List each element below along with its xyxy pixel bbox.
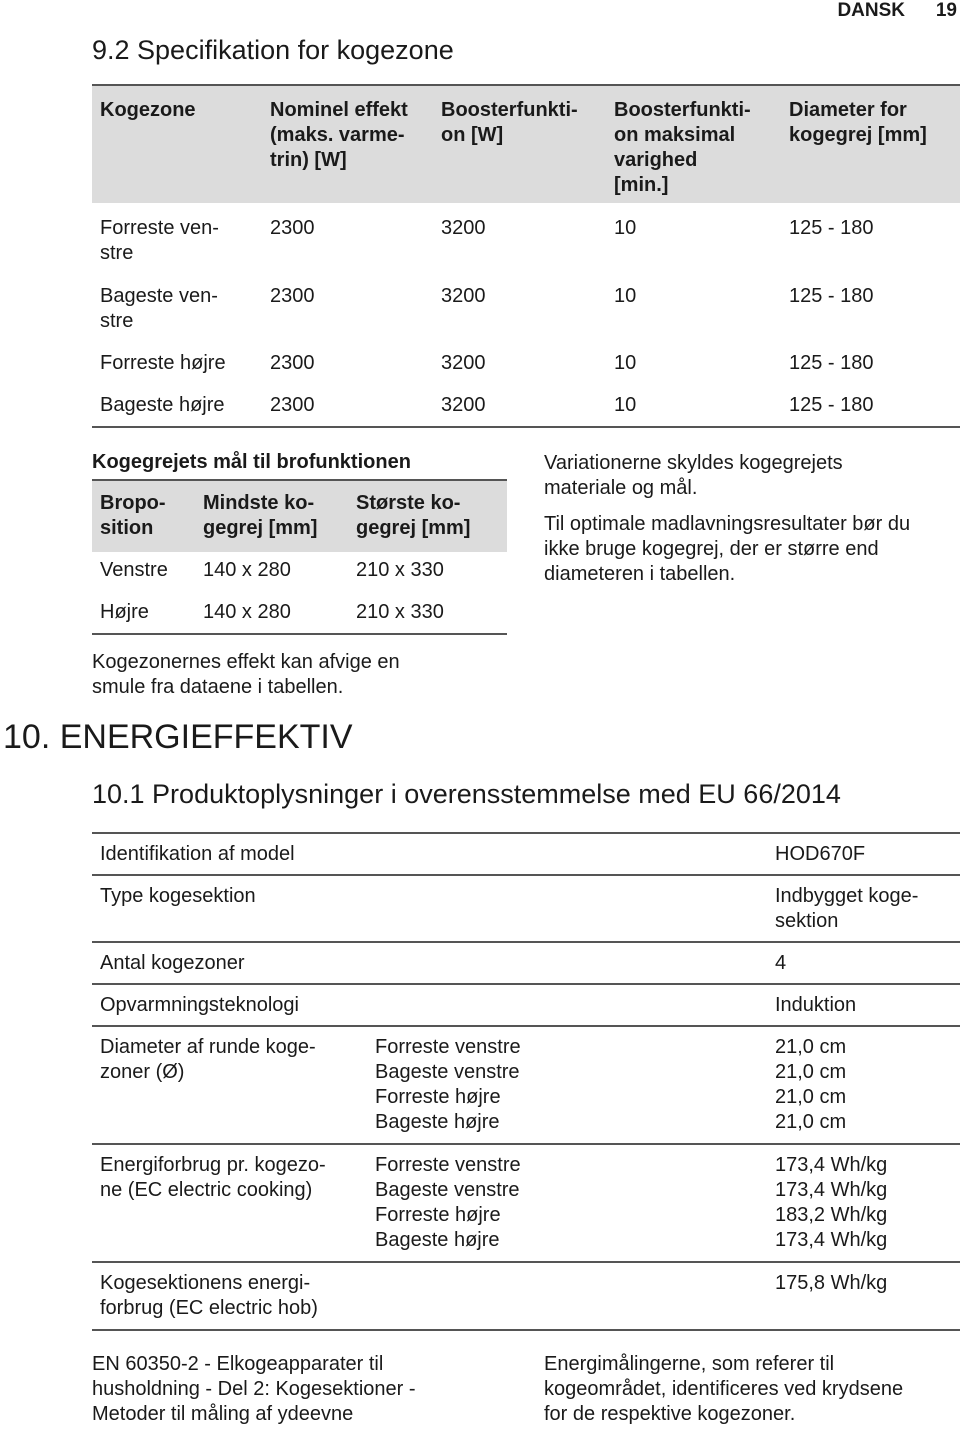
- table-cell-booster: 3200: [441, 285, 486, 307]
- note-optimal-results: Til optimale madlavningsresultater bør du ikke bruge kogegrej, der er større end diameteren i tabellen.: [544, 513, 911, 585]
- energy-row-label: Energiforbrug pr. kogezo- ne (EC electric cooking): [100, 1154, 326, 1201]
- header-kogezone: Kogezone: [100, 99, 196, 121]
- table-cell-booster: 3200: [441, 352, 486, 374]
- table-row-zone: Bageste højre: [100, 394, 225, 416]
- table-row-zone: Forreste ven- stre: [100, 217, 219, 264]
- table-cell-duration: 10: [614, 394, 637, 416]
- bridge-bottom-rule: [92, 633, 507, 635]
- bridge-cell-max: 210 x 330: [356, 601, 444, 623]
- table-top-rule: [92, 84, 960, 86]
- energy-row-value: HOD670F: [775, 843, 866, 865]
- header-nominal-effect: Nominel effekt (maks. varme- trin) [W]: [270, 99, 408, 171]
- table-cell-duration: 10: [614, 217, 637, 239]
- table-cell-duration: 10: [614, 285, 637, 307]
- energy-row-label: Identifikation af model: [100, 843, 295, 865]
- table-bottom-rule: [92, 426, 960, 428]
- energy-table-bottom-rule: [92, 1329, 960, 1331]
- table-cell-diameter: 125 - 180: [789, 285, 874, 307]
- energy-row-rule: [92, 983, 960, 985]
- note-variations: Variationerne skyldes kogegrejets materiale og mål.: [544, 452, 843, 499]
- energy-row-label: Opvarmningsteknologi: [100, 994, 299, 1016]
- table-cell-diameter: 125 - 180: [789, 394, 874, 416]
- energy-row-zones: Forreste venstre Bageste venstre Forreste højre Bageste højre: [375, 1154, 521, 1251]
- bridge-top-rule: [92, 479, 507, 481]
- table-cell-nominal: 2300: [270, 217, 315, 239]
- table-cell-diameter: 125 - 180: [789, 217, 874, 239]
- bridge-header-position: Bropo- sition: [100, 492, 166, 539]
- table-cell-duration: 10: [614, 352, 637, 374]
- bridge-title: Kogegrejets mål til brofunktionen: [92, 451, 411, 473]
- header-diameter: Diameter for kogegrej [mm]: [789, 99, 927, 146]
- bridge-header-max: Største ko- gegrej [mm]: [356, 492, 471, 539]
- table-cell-diameter: 125 - 180: [789, 352, 874, 374]
- energy-table-top-rule: [92, 832, 960, 834]
- energy-row-zones: Forreste venstre Bageste venstre Forreste højre Bageste højre: [375, 1036, 521, 1133]
- table-row-zone: Bageste ven- stre: [100, 285, 218, 332]
- bridge-cell-min: 140 x 280: [203, 601, 291, 623]
- energy-row-values: 21,0 cm 21,0 cm 21,0 cm 21,0 cm: [775, 1036, 847, 1133]
- energy-row-value: 4: [775, 952, 787, 974]
- table-cell-booster: 3200: [441, 217, 486, 239]
- section-10-1-title: 10.1 Produktoplysninger i overensstemmelse med EU 66/2014: [92, 779, 841, 809]
- table-cell-booster: 3200: [441, 394, 486, 416]
- bridge-cell-position: Venstre: [100, 559, 168, 581]
- table-cell-nominal: 2300: [270, 285, 315, 307]
- energy-row-value: Indbygget koge- sektion: [775, 885, 919, 932]
- bridge-cell-max: 210 x 330: [356, 559, 444, 581]
- note-zone-effect: Kogezonernes effekt kan afvige en smule fra dataene i tabellen.: [92, 651, 400, 698]
- table-cell-nominal: 2300: [270, 352, 315, 374]
- page-number: 19: [935, 0, 957, 21]
- header-booster: Boosterfunkti- on [W]: [441, 99, 578, 146]
- table-row-zone: Forreste højre: [100, 352, 226, 374]
- bridge-cell-min: 140 x 280: [203, 559, 291, 581]
- footer-measurement-note: Energimålingerne, som referer til kogeområdet, identificeres ved krydsene for de respektive kogezoner.: [544, 1353, 904, 1425]
- energy-row-rule: [92, 1025, 960, 1027]
- energy-row-rule: [92, 1261, 960, 1263]
- header-booster-duration: Boosterfunkti- on maksimal varighed [min.]: [614, 99, 751, 196]
- section-9-2-title: 9.2 Specifikation for kogezone: [92, 35, 454, 65]
- energy-row-label: Diameter af runde koge- zoner (Ø): [100, 1036, 316, 1083]
- table-cell-nominal: 2300: [270, 394, 315, 416]
- energy-row-values: 173,4 Wh/kg 173,4 Wh/kg 183,2 Wh/kg 173,4 Wh/kg: [775, 1154, 888, 1251]
- energy-row-rule: [92, 941, 960, 943]
- energy-row-value: 175,8 Wh/kg: [775, 1272, 888, 1294]
- energy-row-label: Kogesektionens energi- forbrug (EC electric hob): [100, 1272, 318, 1319]
- energy-row-label: Type kogesektion: [100, 885, 256, 907]
- footer-standard-note: EN 60350-2 - Elkogeapparater til husholdning - Del 2: Kogesektioner - Metoder til måling af ydeevne: [92, 1353, 416, 1425]
- energy-row-rule: [92, 1143, 960, 1145]
- language-label: DANSK: [837, 0, 905, 21]
- energy-row-value: Induktion: [775, 994, 857, 1016]
- energy-row-rule: [92, 874, 960, 876]
- energy-row-label: Antal kogezoner: [100, 952, 245, 974]
- bridge-header-min: Mindste ko- gegrej [mm]: [203, 492, 318, 539]
- section-10-title: 10. ENERGIEFFEKTIV: [3, 718, 353, 756]
- bridge-cell-position: Højre: [100, 601, 149, 623]
